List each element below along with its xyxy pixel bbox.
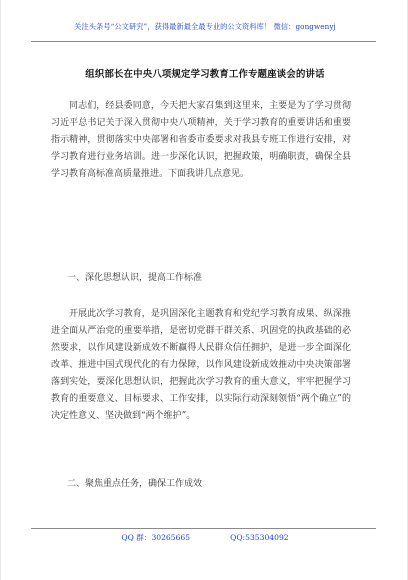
document-title: 组织部长在中央八项规定学习教育工作专题座谈会的讲话: [85, 69, 325, 80]
section-heading-2: 二、聚焦重点任务，确保工作成效: [67, 479, 203, 489]
header-divider: [31, 41, 376, 42]
footer-contact: [1, 532, 408, 543]
paragraph-opening: 同志们，经县委同意，今天把大家召集到这里来，主要是为了学习贯彻习近平总书记关于深入贯彻中央八项精神，关于学习教育的重要讲话和重要指示精神，贯彻落实中央部署和省委市委要求对我县专班工作进行安排，对学习教育进行业务培训。进一步深化认识，把握政策，明确职责，确保全县学习教育高标准高质量推进。下面我讲几点意见。: [51, 101, 351, 179]
paragraph-section-1: 开展此次学习教育，是巩固深化主题教育和党纪学习教育成果、纵深推进全面从严治党的重要举措，是密切党群干群关系、巩固党的执政基础的必然要求，以作风建设新成效不断赢得人民群众信任拥护，是进一步全面深化改革、推进中国式现代化的有力保障，以作风建设新成效推动中央决策部署落到实处，要深化思想认识，把握此次学习教育的重大意义，牢牢把握学习教育的重要意义、目标要求、工作安排，以实际行动深刻领悟“两个确立”的决定性意义、坚决做到“两个维护”。: [51, 309, 351, 421]
section-heading-1: 一、深化思想认识，提高工作标准: [67, 273, 203, 283]
footer-divider: [31, 528, 376, 529]
footer-qq-group: QQ 群：30265665: [121, 533, 191, 542]
footer-qq: QQ:535304092: [230, 533, 289, 542]
header-promo-note: 关注头条号“公文研究”，获得最新最全最专业的公文资料库！ 微信：gongwenyj: [74, 22, 336, 31]
